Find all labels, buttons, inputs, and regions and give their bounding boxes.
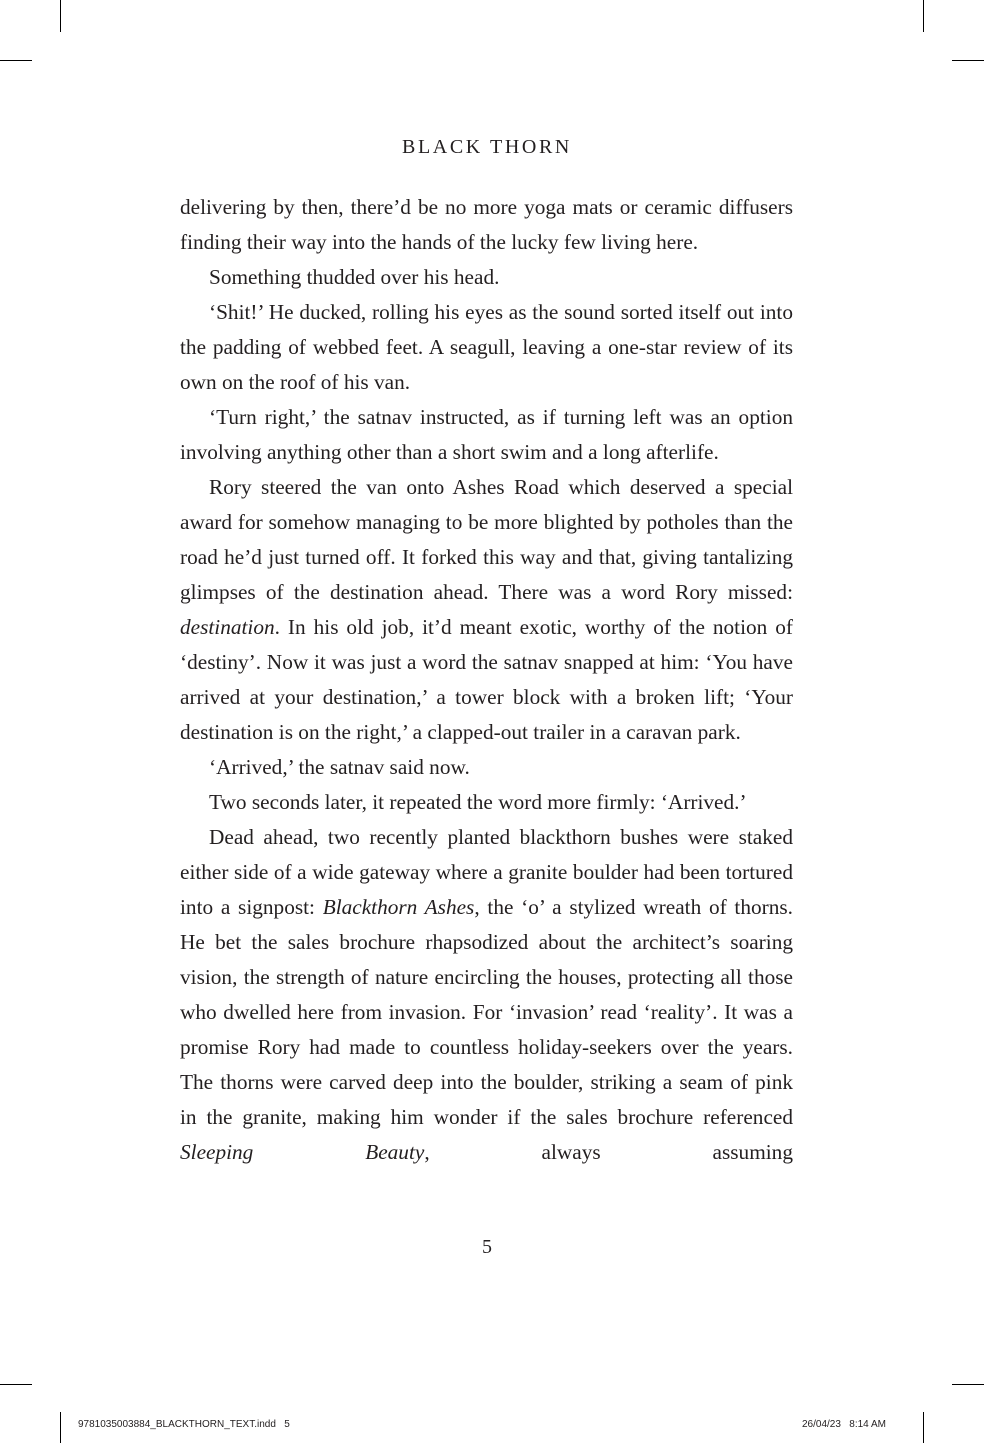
paragraph — [180, 750, 793, 785]
crop-mark-bottom-right — [923, 1412, 924, 1443]
paragraph — [180, 260, 793, 295]
text-run: ‘Arrived,’ the satnav said now. — [209, 755, 470, 779]
text-run: Two seconds later, it repeated the word more firmly: ‘Arrived.’ — [209, 790, 747, 814]
paragraph — [180, 470, 793, 750]
crop-mark-right-top — [952, 60, 984, 61]
body-text — [180, 190, 793, 1170]
text-run: Something thudded over his head. — [209, 265, 500, 289]
paragraph — [180, 820, 793, 1170]
paragraph — [180, 785, 793, 820]
slug-filename: 9781035003884_BLACKTHORN_TEXT.indd 5 — [78, 1419, 290, 1430]
text-run: delivering by then, there’d be no more yoga mats or ceramic diffusers finding their way into the hands of the lucky few living here. — [180, 195, 793, 254]
italic-text: destination — [180, 615, 275, 639]
crop-mark-left-bottom — [0, 1384, 32, 1385]
crop-mark-top-left — [60, 0, 61, 32]
crop-mark-right-bottom — [952, 1384, 984, 1385]
crop-mark-top-right — [923, 0, 924, 32]
text-run: ‘Turn right,’ the satnav instructed, as if turning left was an option involving anything other than a short swim and a long afterlife. — [180, 405, 793, 464]
text-run: ‘Shit!’ He ducked, rolling his eyes as the sound sorted itself out into the padding of webbed feet. A seagull, leaving a one-star review of its own on the roof of his van. — [180, 300, 793, 394]
text-run: Dead ahead, two recently planted blackthorn bushes were staked either side of a wide gateway where a granite boulder had been tortured into a signpost: — [180, 825, 793, 919]
paragraph — [180, 400, 793, 470]
slug-timestamp: 26/04/23 8:14 AM — [802, 1419, 886, 1430]
italic-text: Blackthorn Ashes — [322, 895, 475, 919]
text-run: . In his old job, it’d meant exotic, worthy of the notion of ‘destiny’. Now it was just a word the satnav snapped at him: ‘You have arrived at your destination,’ a tower block with a broken lift; ‘Your destination is on the right,’ a clapped-out trailer in a caravan park. — [180, 615, 793, 744]
italic-text: Sleeping Beauty — [180, 1140, 425, 1164]
running-head: BLACK THORN — [402, 136, 572, 158]
page-number: 5 — [482, 1236, 492, 1258]
crop-mark-left-top — [0, 60, 32, 61]
text-run: Rory steered the van onto Ashes Road which deserved a special award for somehow managing to be more blighted by potholes than the road he’d just turned off. It forked this way and that, giving tantalizing glimpses of the destination ahead. There was a word Rory missed: — [180, 475, 793, 604]
paragraph — [180, 295, 793, 400]
crop-mark-bottom-left — [60, 1412, 61, 1443]
text-run: , always assuming — [424, 1140, 793, 1164]
text-run: , the ‘o’ a stylized wreath of thorns. He bet the sales brochure rhapsodized about the architect’s soaring vision, the strength of nature encircling the houses, protecting all those who dwelled here from invasion. For ‘invasion’ read ‘reality’. It was a promise Rory had made to countless holiday-seekers over the years. The thorns were carved deep into the boulder, striking a seam of pink in the granite, making him wonder if the sales brochure referenced — [180, 895, 793, 1129]
paragraph — [180, 190, 793, 260]
